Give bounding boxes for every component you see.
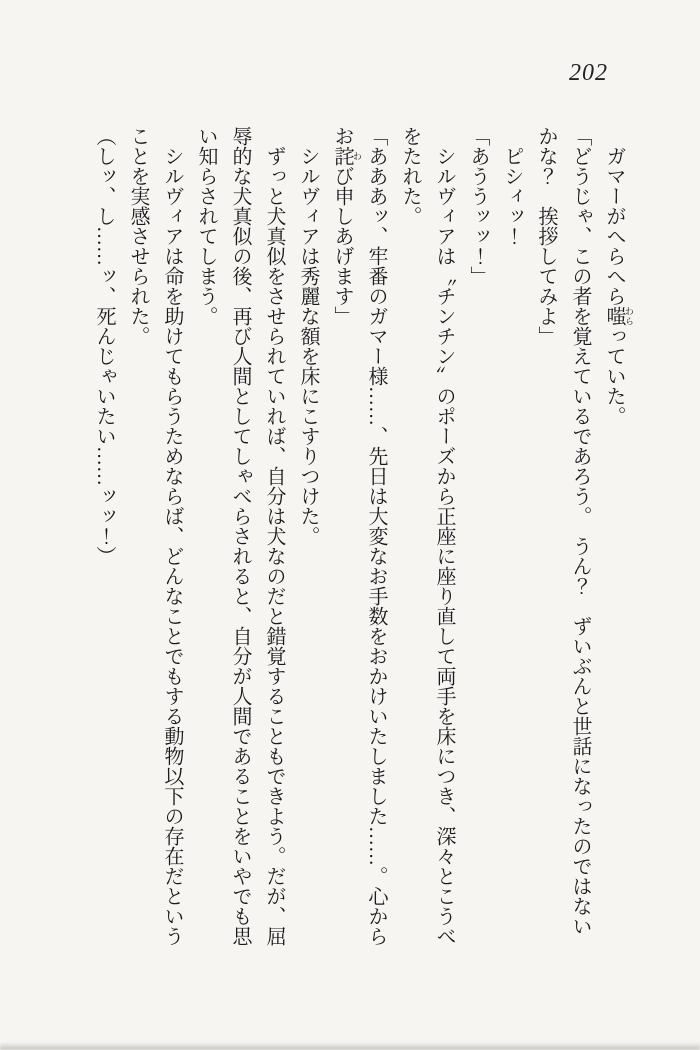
paragraph: シルヴィアは命を助けてもらうためならば、どんなことでもする動物以下の存在だということを実感させられた。: [127, 126, 183, 946]
paragraph: シルヴィアは秀麗な額を床にこすりつけた。: [297, 146, 319, 546]
paragraph: ピシィッ！: [501, 146, 523, 246]
paragraph: 「どうじゃ、この者を覚えているであろう。 うん？ ずいぶんと世話になったのではないかな？ 挨拶してみよ」: [535, 126, 591, 936]
ruby-annotated-kanji: 嗤 わら: [603, 306, 634, 326]
ruby-annotated-kanji: 詫 わ: [331, 146, 362, 166]
paragraph: 「あああッ、牢番のガマー様……、先日は大変なお手数をおかけいたしました……。心からお詫 わび申しあげます」: [331, 126, 387, 946]
paragraph: ずっと犬真似をさせられていれば、自分は犬なのだと錯覚することもできよう。だが、屈辱的な犬真似の後、再び人間としてしゃべらされると、自分が人間であることをいやでも思い知らされてしまう。: [195, 126, 285, 946]
paragraph: ガマーがへらへら嗤 わらっていた。: [603, 146, 634, 426]
vertical-text-block: [88, 126, 634, 948]
page-edge-shadow: [0, 1042, 700, 1050]
paragraph: シルヴィアは〝チンチン〟のポーズから正座に座り直して両手を床につき、深々とこうべをたれた。: [399, 126, 455, 946]
paragraph: （しッ、し……ッ、死んじゃいたい……ッッ！）: [93, 126, 115, 566]
page-number: 202: [569, 60, 608, 86]
paragraph: 「あううッッ！」: [467, 126, 489, 286]
